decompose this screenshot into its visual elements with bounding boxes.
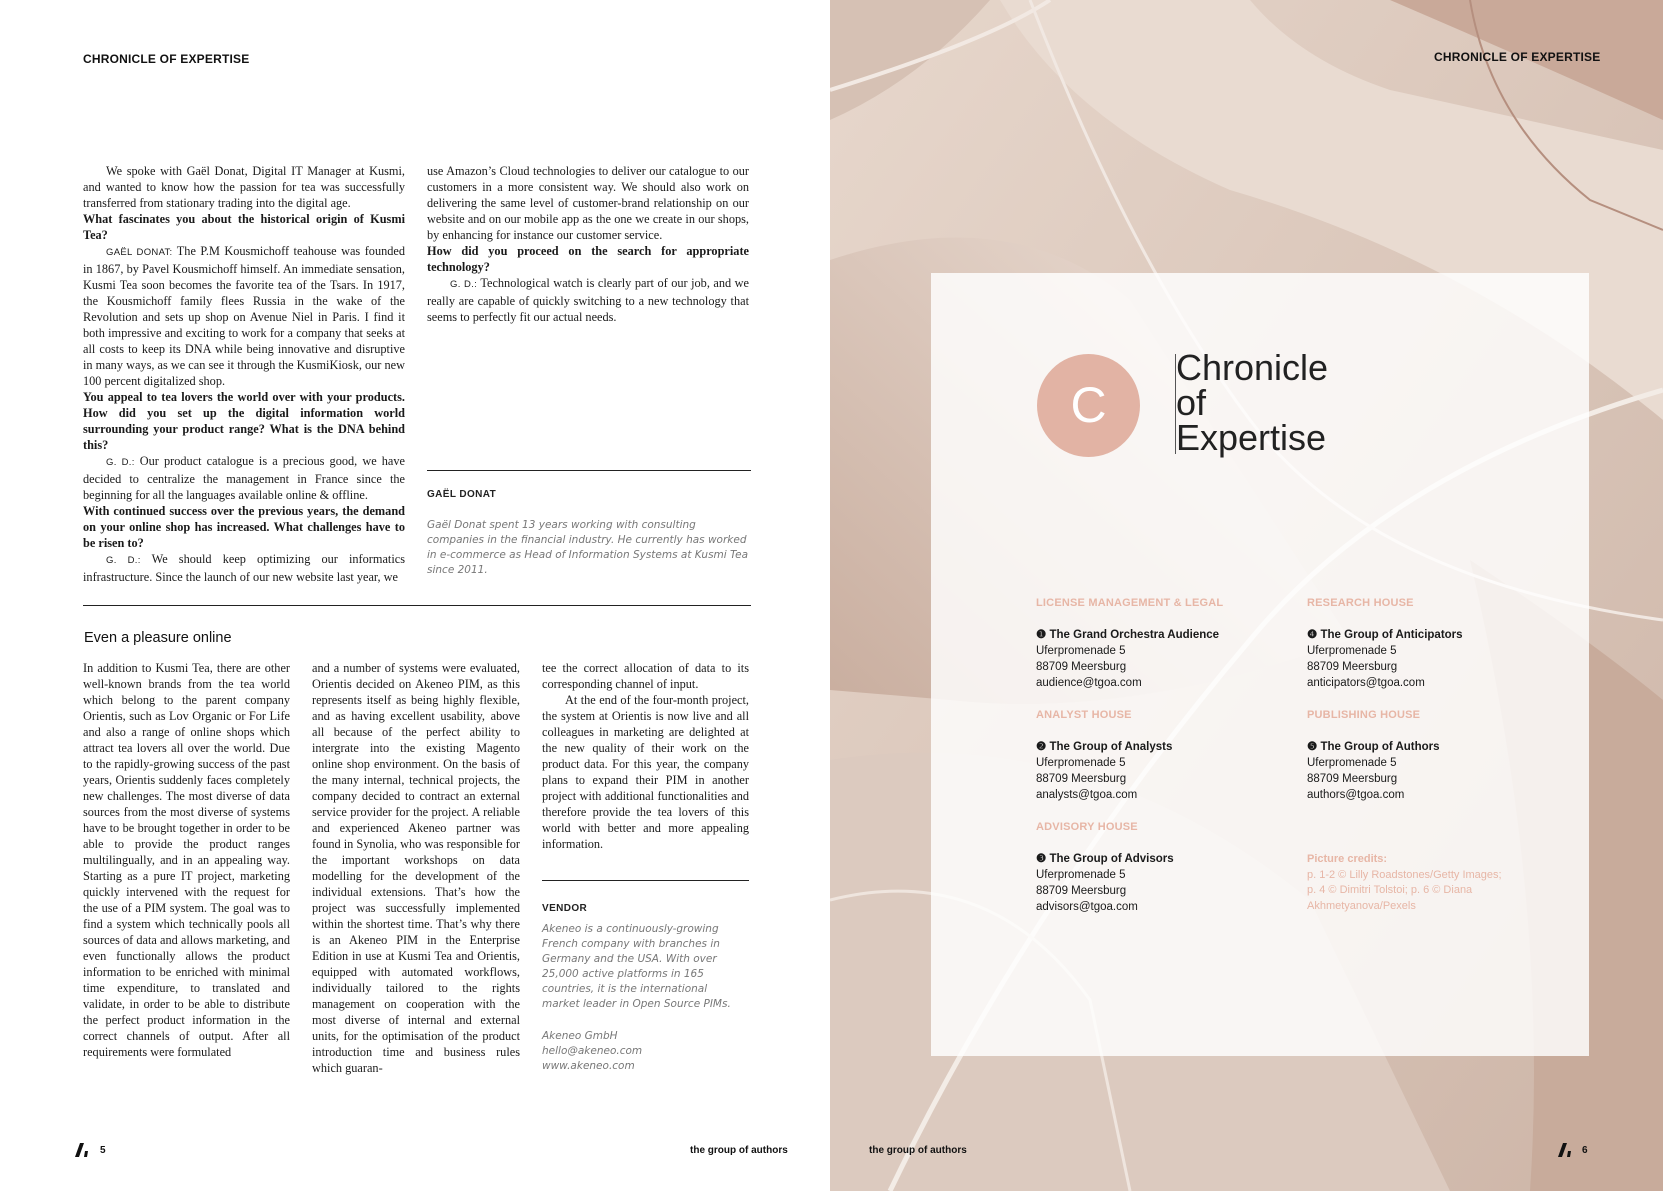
speaker-label: G. D.: (106, 555, 141, 566)
picture-credits (1307, 852, 1502, 914)
house-street: Uferpromenade 5 (1036, 645, 1126, 657)
paragraph-text: How did you proceed on the search for appropriate technology? (427, 244, 749, 274)
paragraph-text: What fascinates you about the historical origin of Kusmi Tea? (83, 212, 405, 242)
house-street: Uferpromenade 5 (1307, 645, 1397, 657)
vendor-email: hello@akeneo.com (542, 1045, 643, 1057)
running-header-right: CHRONICLE OF EXPERTISE (1434, 50, 1601, 64)
interview-answer (83, 453, 405, 503)
bio-label: GAËL DONAT (427, 489, 497, 500)
interview-question (83, 211, 405, 243)
house-heading-advisory: ADVISORY HOUSE (1036, 821, 1138, 833)
brand-title-line-3: Expertise (1176, 417, 1327, 458)
house-city: 88709 Meersburg (1307, 661, 1398, 673)
paragraph-text: Technological watch is clearly part of our job, and we really are capable of quickly switching to a new technology that seems to perfectly fit our actual needs. (427, 276, 749, 324)
paragraph (427, 163, 749, 243)
credits-line: Akhmetyanova/Pexels (1307, 899, 1416, 912)
page-number-right: 6 (1582, 1145, 1588, 1156)
house-email[interactable]: advisors@tgoa.com (1036, 901, 1138, 913)
bio-text: Gaël Donat spent 13 years working with consulting companies in the financial industry. He currently has worked in e-commerce as Head of Information Systems at Kusmi Tea since 2011. (427, 519, 749, 576)
house-email[interactable]: anticipators@tgoa.com (1307, 677, 1425, 689)
brand-title (1176, 347, 1329, 458)
house-name: ❺ The Group of Authors (1307, 741, 1440, 753)
interview-answer (427, 275, 749, 325)
interview-question (83, 389, 405, 453)
paragraph-text: We should keep optimizing our informatics infrastructure. Since the launch of our new website last year, we (83, 552, 405, 584)
speaker-label: GAËL DONAT: (106, 247, 173, 258)
paragraph-text: and a number of systems were evaluated, Orientis decided on Akeneo PIM, as this represents itself as being highly flexible, and as having excellent usability, above all because of the perfect ability to intergrate into the existing Magento online shop environment. On the basis of the many internal, technical projects, the company decided to contract an external service provider for the project. A reliable and experienced Akeneo partner was found in Synolia, who was responsible for the important workshops on data modelling for the development of the individual extensions. That’s how the project was successfully implemented within the shortest time. That’s why there is an Akeneo PIM in the Enterprise Edition in use at Kusmi Tea and Orientis, equipped with automated workflows, individually tailored to the rights management on cooperation with the most diverse of internal and external units, for the optimisation of the product introduction time and business rules which guaran- (312, 661, 520, 1075)
paragraph (83, 163, 405, 211)
house-email[interactable]: analysts@tgoa.com (1036, 789, 1138, 801)
credits-heading: Picture credits: (1307, 853, 1388, 865)
publisher-logo-icon (75, 1143, 89, 1157)
vendor-company: Akeneo GmbH (542, 1030, 618, 1042)
address-block-license (1036, 627, 1219, 691)
vendor-rule (542, 880, 749, 881)
footer-publisher-left: the group of authors (690, 1145, 788, 1156)
house-heading-license: LICENSE MANAGEMENT & LEGAL (1036, 597, 1224, 609)
left-page (0, 0, 830, 1191)
paragraph-text: With continued success over the previous years, the demand on your online shop has increased. What challenges have to be risen to? (83, 504, 405, 550)
house-city: 88709 Meersburg (1036, 661, 1127, 673)
running-header-left: CHRONICLE OF EXPERTISE (83, 52, 250, 66)
brand-logo-circle (1037, 354, 1140, 457)
house-name: ❶ The Grand Orchestra Audience (1036, 629, 1220, 641)
credits-line: p. 4 © Dimitri Tolstoi; p. 6 © Diana (1307, 884, 1473, 896)
house-heading-research: RESEARCH HOUSE (1307, 597, 1414, 609)
house-city: 88709 Meersburg (1036, 773, 1127, 785)
vendor-label: VENDOR (542, 903, 588, 914)
paragraph-text: tee the correct allocation of data to its corresponding channel of input. (542, 661, 749, 691)
vendor-text: Akeneo is a continuously-growing French company with branches in Germany and the USA. With over 25,000 active platforms in 165 countries, it is the international market leader in Open Source PIMs. (542, 923, 731, 1010)
interview-answer (83, 243, 405, 389)
speaker-label: G. D.: (106, 457, 135, 468)
address-block-publishing (1307, 739, 1440, 803)
article-column-3 (542, 660, 749, 852)
section-rule (83, 605, 751, 606)
article-column-2 (312, 660, 520, 1076)
brand-initial: C (1070, 377, 1107, 433)
house-email[interactable]: audience@tgoa.com (1036, 677, 1142, 689)
brand-title-line-1: Chronicle (1176, 347, 1329, 388)
paragraph (83, 660, 290, 1060)
address-block-research (1307, 627, 1463, 691)
interview-answer (83, 551, 405, 585)
brand-title-line-2: of (1176, 382, 1207, 423)
house-name: ❷ The Group of Analysts (1036, 741, 1173, 753)
house-name: ❹ The Group of Anticipators (1307, 629, 1463, 641)
paragraph-text: In addition to Kusmi Tea, there are other well-known brands from the tea world which belong to the parent company Orientis, such as Lov Organic or For Life and also a range of online shops which attract tea lovers all over the world. Due to the rapidly-growing success of the past years, Orientis suddenly faces completely new challenges. The most diverse of data sources from the most diverse of systems have to be brought together in order to be able to provide the product ranges multilingually, and in an appealing way. Starting as a pure IT project, marketing quickly intervened with the request for the use of a PIM system. The goal was to find a system which technically pools all sources of data and allows marketing, and even functionally allows the product information to be enriched with minimal time expenditure, to translated and validate, in order to be able to distribute the perfect product information in the correct channels of output. After all requirements were formulated (83, 661, 290, 1059)
paragraph (542, 660, 749, 692)
paragraph (542, 692, 749, 852)
address-block-advisory (1036, 851, 1174, 915)
page-number-left: 5 (100, 1145, 106, 1156)
address-block-analyst (1036, 739, 1172, 803)
paragraph-text: We spoke with Gaël Donat, Digital IT Manager at Kusmi, and wanted to know how the passion for tea was successfully transferred from stationary trading into the digital age. (83, 164, 405, 210)
interview-question (83, 503, 405, 551)
house-heading-publishing: PUBLISHING HOUSE (1307, 709, 1421, 721)
house-city: 88709 Meersburg (1036, 885, 1127, 897)
vendor-contact (542, 1029, 742, 1074)
house-street: Uferpromenade 5 (1307, 757, 1397, 769)
speaker-label: G. D.: (450, 279, 478, 290)
house-heading-analyst: ANALYST HOUSE (1036, 709, 1132, 721)
footer-publisher-right: the group of authors (869, 1145, 967, 1156)
publisher-logo-icon (1558, 1143, 1572, 1157)
section-title: Even a pleasure online (84, 630, 232, 646)
interview-column-1 (83, 163, 405, 585)
paragraph-text: Our product catalogue is a precious good, we have decided to centralize the management in France since the beginning for all the languages available online & offline. (83, 454, 405, 502)
credits-line: p. 1-2 © Lilly Roadstones/Getty Images; (1307, 868, 1502, 881)
house-city: 88709 Meersburg (1307, 773, 1398, 785)
interview-question (427, 243, 749, 275)
house-name: ❸ The Group of Advisors (1036, 853, 1174, 865)
paragraph-text: At the end of the four-month project, the system at Orientis is now live and all colleagues in marketing are delighted at the new quality of their work on the product data. For this year, the company plans to expand their PIM in another project with additional functionalities and therefore provide the tea lovers of this world with better and more appealing information. (542, 693, 749, 851)
interview-column-2 (427, 163, 749, 325)
house-street: Uferpromenade 5 (1036, 757, 1126, 769)
paragraph-text: You appeal to tea lovers the world over with your products. How did you set up the digital information world surrounding your product range? What is the DNA behind this? (83, 390, 405, 452)
bio-rule (427, 470, 751, 471)
paragraph-text: use Amazon’s Cloud technologies to deliver our catalogue to our customers in a more consistent way. We should also work on delivering the same level of customer-brand relationship on our website and on our mobile app as the one we create in our shops, by enhancing for instance our customer service. (427, 164, 749, 242)
vendor-website: www.akeneo.com (542, 1060, 635, 1072)
house-street: Uferpromenade 5 (1036, 869, 1126, 881)
paragraph-text: The P.M Kousmichoff teahouse was founded in 1867, by Pavel Kousmichoff himself. An immediate sensation, Kusmi Tea soon becomes the favorite tea of the Tsars. In 1917, the Kousmichoff family flees Russia in the wake of the Revolution and sets up shop on Avenue Niel in Paris. I find it both impressive and exciting to work for a company that seeks at all costs to keep its DNA while being innovative and disruptive in many ways, as we can see it through the KusmiKiosk, our new 100 percent digitalized shop. (83, 244, 405, 388)
house-email[interactable]: authors@tgoa.com (1307, 789, 1405, 801)
article-column-1 (83, 660, 290, 1060)
paragraph (312, 660, 520, 1076)
